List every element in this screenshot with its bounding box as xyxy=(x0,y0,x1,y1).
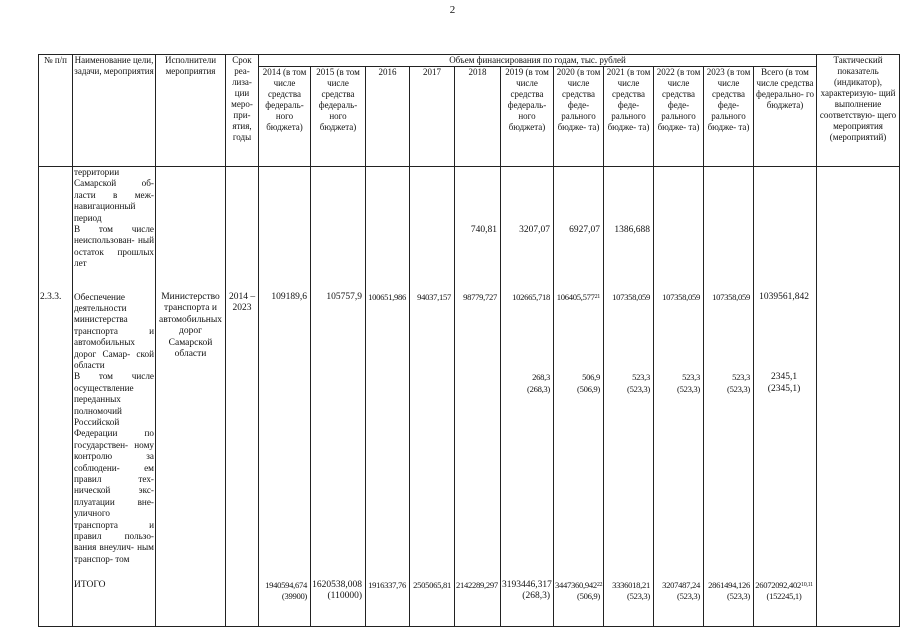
row-b-2022: 107358,059 xyxy=(662,291,700,302)
total-2019-fed: (268,3) xyxy=(522,591,550,601)
total-2017: 2505065,81 xyxy=(413,579,451,590)
row-b-2016: 100651,986 xyxy=(368,291,406,302)
table-row-total xyxy=(39,580,900,627)
col-term-header: Срок реа- лиза- ции меро- при- ятия, годы xyxy=(226,55,259,167)
total-2015: 1620538,008 xyxy=(312,579,362,590)
row-b-2019: 102665,718 xyxy=(512,291,550,302)
total-2020-footnote: 22 xyxy=(596,581,603,588)
row-b-total: 1039561,842 xyxy=(759,291,809,302)
row-b-2021: 107358,059 xyxy=(612,291,650,302)
total-2014: 1940594,674 xyxy=(265,579,307,590)
row-a-name: территории Самарской об- ласти в меж- навигационный период В том числе неиспользован- ный остаток прошлых лет xyxy=(73,167,156,280)
row-b-sub-2019: 268,3 xyxy=(532,372,550,382)
row-a-2020: 6927,07 xyxy=(569,224,600,235)
row-b-exec: Министерство транспорта и автомобильных дорог Самарской области xyxy=(156,280,226,580)
total-sum: 26072092,402 xyxy=(755,579,802,590)
row-a-2021: 1386,688 xyxy=(614,224,650,235)
table-row-continuation xyxy=(39,167,900,280)
total-sum-footnote: 10,11 xyxy=(801,581,813,588)
col-2017-header: 2017 xyxy=(410,67,455,167)
row-b-2014: 109189,6 xyxy=(271,291,307,302)
total-2020-fed: (506,9) xyxy=(577,591,600,601)
total-2023: 2861494,126 xyxy=(708,579,750,590)
row-b-sub-2022: 523,3 xyxy=(682,372,700,382)
row-b-sub-total-fed: (2345,1) xyxy=(767,383,801,394)
row-b-name: Обеспечение деятельности министерства транспорта и автомобильных дорог Самар- ской области В том числе осуществление переданных полномочий Российской Федерации по государствен- ному контролю за соблюдени- ем правил тех- нической экс- плуатации вне- уличного транспорта и правил пользо- вания внеулич- ным транспор- том xyxy=(73,280,156,580)
col-indicator-header: Тактический показатель (индикатор), характеризую- щий выполнение соответствую- щего мероприятия (мероприятий) xyxy=(817,55,900,167)
col-2023-header: 2023 (в том числе средства феде- рального бюдже- та) xyxy=(704,67,754,167)
row-a-2019: 3207,07 xyxy=(519,224,550,235)
total-2020: 3447360,942 xyxy=(555,579,597,590)
row-b-2020-footnote: 21 xyxy=(594,293,600,300)
row-b-2015: 105757,9 xyxy=(326,291,362,302)
row-a-2018: 740,81 xyxy=(470,224,497,235)
total-2022-fed: (523,3) xyxy=(677,591,700,601)
table-row-2-3-3 xyxy=(39,280,900,580)
total-2021-fed: (523,3) xyxy=(627,591,650,601)
col-2014-header: 2014 (в том числе средства федераль- ного бюджета) xyxy=(259,67,311,167)
row-b-sub-2020-fed: (506,9) xyxy=(577,383,600,394)
row-b-sub-2019-fed: (268,3) xyxy=(527,383,550,394)
total-2022: 3207487,24 xyxy=(662,579,700,590)
total-2018: 2142289,297 xyxy=(456,579,498,590)
col-name-header: Наименование цели, задачи, мероприятия xyxy=(73,55,156,167)
row-b-sub-2023: 523,3 xyxy=(732,372,750,382)
col-total-header: Всего (в том числе средства федерально- го бюджета) xyxy=(754,67,817,167)
total-2023-fed: (523,3) xyxy=(727,591,750,601)
total-2014-fed: (39900) xyxy=(281,591,307,601)
total-2019: 3193446,317 xyxy=(502,579,552,590)
row-b-sub-2023-fed: (523,3) xyxy=(727,383,750,394)
row-b-2023: 107358,059 xyxy=(712,291,750,302)
col-2015-header: 2015 (в том числе средства федераль- ного бюджета) xyxy=(311,67,366,167)
row-b-sub-2021-fed: (523,3) xyxy=(627,383,650,394)
total-2021: 3336018,21 xyxy=(612,579,650,590)
row-b-num: 2.3.3. xyxy=(39,280,73,580)
col-2018-header: 2018 xyxy=(455,67,501,167)
row-b-2020: 106405,577 xyxy=(556,291,595,302)
row-b-2018: 98779,727 xyxy=(463,291,497,302)
col-2016-header: 2016 xyxy=(366,67,410,167)
row-b-sub-2020: 506,9 xyxy=(582,372,600,382)
total-label: ИТОГО xyxy=(73,580,156,627)
total-2015-fed: (110000) xyxy=(327,591,362,601)
row-b-2017: 94037,157 xyxy=(417,291,451,302)
page-number: 2 xyxy=(449,4,456,16)
financing-table xyxy=(38,54,900,627)
col-2021-header: 2021 (в том числе средства феде- рального бюдже- та) xyxy=(604,67,654,167)
col-num-header: № п/п xyxy=(39,55,73,167)
col-exec-header: Исполнители мероприятия xyxy=(156,55,226,167)
col-2022-header: 2022 (в том числе средства феде- рального бюдже- та) xyxy=(654,67,704,167)
row-b-sub-2022-fed: (523,3) xyxy=(677,383,700,394)
row-b-sub-total: 2345,1 xyxy=(770,372,798,382)
col-2019-header: 2019 (в том числе средства федераль- ного бюджета) xyxy=(501,67,554,167)
total-2016: 1916337,76 xyxy=(368,579,406,590)
col-2020-header: 2020 (в том числе средства феде- рального бюдже- та) xyxy=(554,67,604,167)
row-b-sub-2021: 523,3 xyxy=(632,372,650,382)
funding-header: Объем финансирования по годам, тыс. рублей xyxy=(259,55,817,67)
total-sum-fed: (152245,1) xyxy=(766,591,802,601)
row-b-term: 2014 – 2023 xyxy=(226,280,259,580)
